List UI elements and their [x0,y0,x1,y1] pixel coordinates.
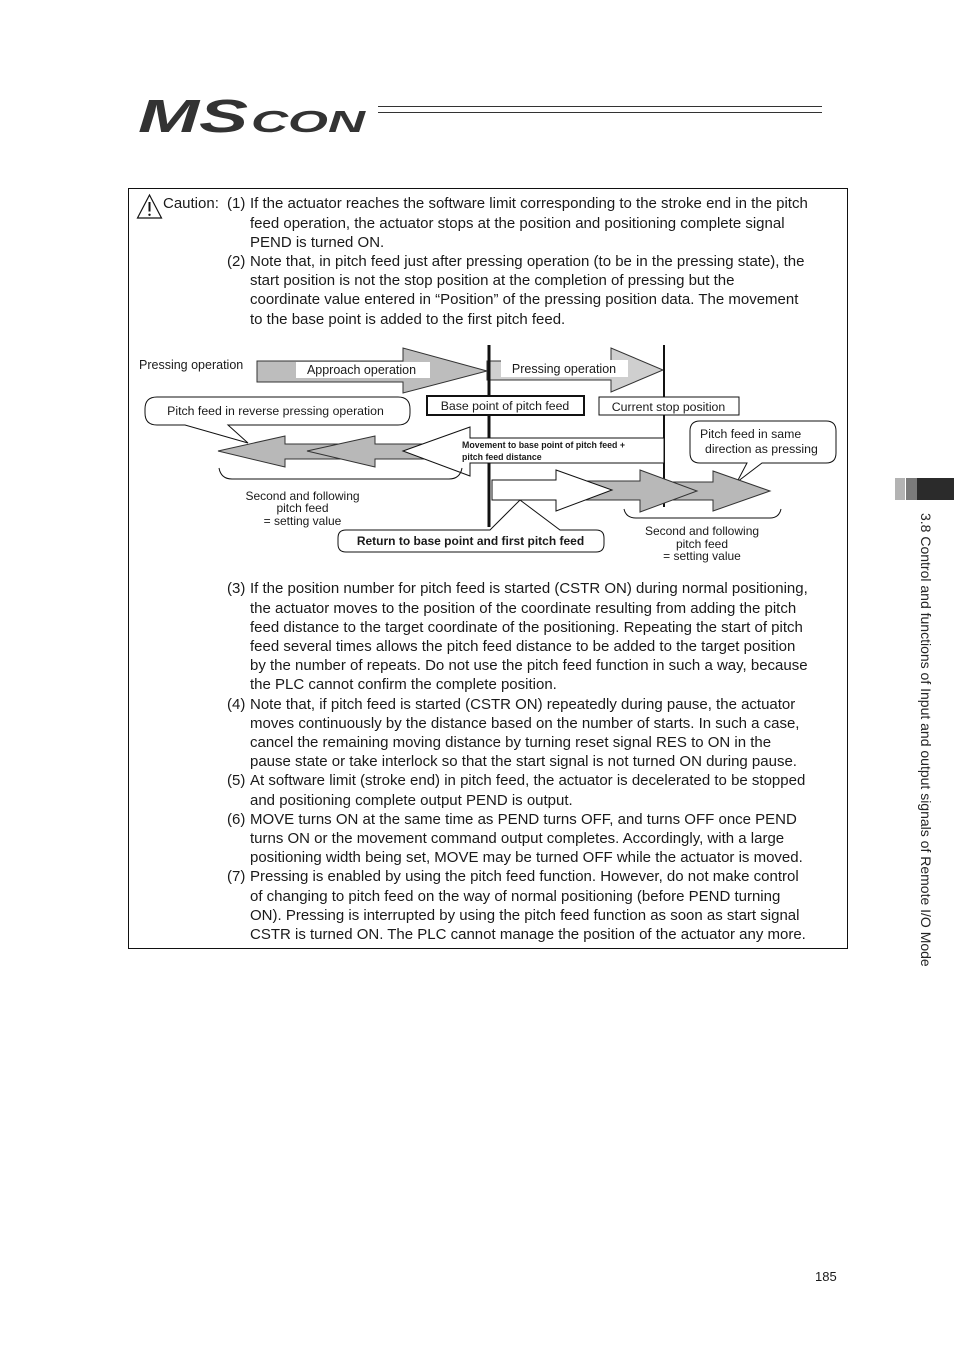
caution-label: Caution: [163,195,219,213]
right-note-line2: pitch feed [675,537,729,551]
left-note-line2: pitch feed [276,501,329,515]
item-number: (4) [227,695,246,713]
left-note-line3: = setting value [263,514,342,528]
item-text-line: by the number of repeats. Do not use the pitch feed function in such a way, because [250,657,808,675]
item-text-line: Pressing is enabled by using the pitch feed function. However, do not make control [250,868,799,886]
right-note-line1: Second and following [644,524,760,538]
item-text-line: feed several times allows the pitch feed distance to be added to the target position [250,638,796,655]
item-text-line: the actuator moves to the position of the coordinate resulting from adding the pitch [250,599,797,617]
pitch-feed-diagram [0,0,954,600]
caution-item [227,867,808,944]
item-number: (1) [227,195,246,213]
base-point-text: Base point of pitch feed [440,399,570,413]
item-text-line: feed distance to the target coordinate of the positioning. Repeating the start of pitch [250,618,803,636]
right-note-line3: = setting value [663,549,741,563]
reverse-callout-text: Pitch feed in reverse pressing operation [167,404,384,418]
item-text-line: and positioning complete output PEND is output. [250,791,573,809]
pressing-operation-label: Pressing operation [139,358,244,372]
item-text-line: moves continuously by the distance based on the number of starts. In such a case, [250,714,800,732]
item-text-line: Note that, if pitch feed is started (CSTR ON) repeatedly during pause, the actuator [250,695,796,713]
item-number: (2) [227,253,246,270]
item-number: (7) [227,868,246,886]
same-direction-callout-line1: Pitch feed in same [700,427,802,441]
section-title: 3.8 Control and functions of Input and output signals of Remote I/O Mode [918,513,934,967]
item-text-line: cancel the remaining moving distance by turning reset signal RES to ON in the [250,734,772,752]
caution-item [227,695,808,772]
item-text-line: If the actuator reaches the software limit corresponding to the stroke end in the pitch [250,195,808,213]
same-direction-callout-line2: direction as pressing [705,442,818,456]
left-note-line1: Second and following [245,489,360,503]
item-number: (5) [227,772,246,790]
item-text-line: ON). Pressing is interrupted by using the pitch feed function as soon as start signal [250,906,800,924]
page-number: 185 [815,1269,837,1284]
item-text-line: If the position number for pitch feed is started (CSTR ON) during normal positioning, [250,580,808,598]
caution-items-bottom [227,579,808,944]
movement-label-line2: pitch feed distance [462,452,542,462]
logo-main-text: MS [138,90,249,142]
item-text-line: At software limit (stroke end) in pitch feed, the actuator is decelerated to be stopped [250,772,806,790]
item-number: (3) [227,580,246,598]
item-text-line: of changing to pitch feed on the way of normal positioning (before PEND turning [250,887,781,905]
item-text-line: PEND is turned ON. [250,233,385,251]
first-pitch-arrow [492,470,612,511]
approach-operation-text: Approach operation [306,363,417,377]
item-text-line: turns ON or the movement command output completes. Accordingly, with a large [250,830,785,848]
right-bracket [624,509,781,518]
item-text-line: feed operation, the actuator stops at the position and positioning complete signal [250,214,785,232]
item-text-line: the PLC cannot confirm the complete position. [250,676,557,694]
item-text-line: to the base point is added to the first pitch feed. [250,310,566,328]
item-number: (6) [227,810,246,828]
caution-item [227,771,808,809]
item-text-line: positioning width being set, MOVE may be turned OFF while the actuator is moved. [250,849,803,867]
item-text-line: start position is not the stop position at the completion of pressing but the [250,272,735,290]
logo-sub-text: CON [251,104,367,139]
item-text-line: CSTR is turned ON. The PLC cannot manage the position of the actuator any more. [250,926,806,944]
item-text-line: pause state or take interlock so that the start signal is not turned ON during pause. [250,753,797,771]
item-text-line: MOVE turns ON at the same time as PEND turns OFF, and turns OFF once PEND [250,810,797,828]
pressing-operation-text: Pressing operation [511,362,617,376]
movement-label-line1: Movement to base point of pitch feed + [462,440,626,450]
current-stop-text: Current stop position [611,400,726,414]
left-bracket [219,468,462,479]
item-text-line: Note that, in pitch feed just after pressing operation (to be in the pressing state), the [250,253,805,270]
caution-item [227,810,808,868]
return-callout-text: Return to base point and first pitch feed [356,534,585,548]
item-text-line: coordinate value entered in “Position” of the pressing position data. The movement [250,291,799,309]
